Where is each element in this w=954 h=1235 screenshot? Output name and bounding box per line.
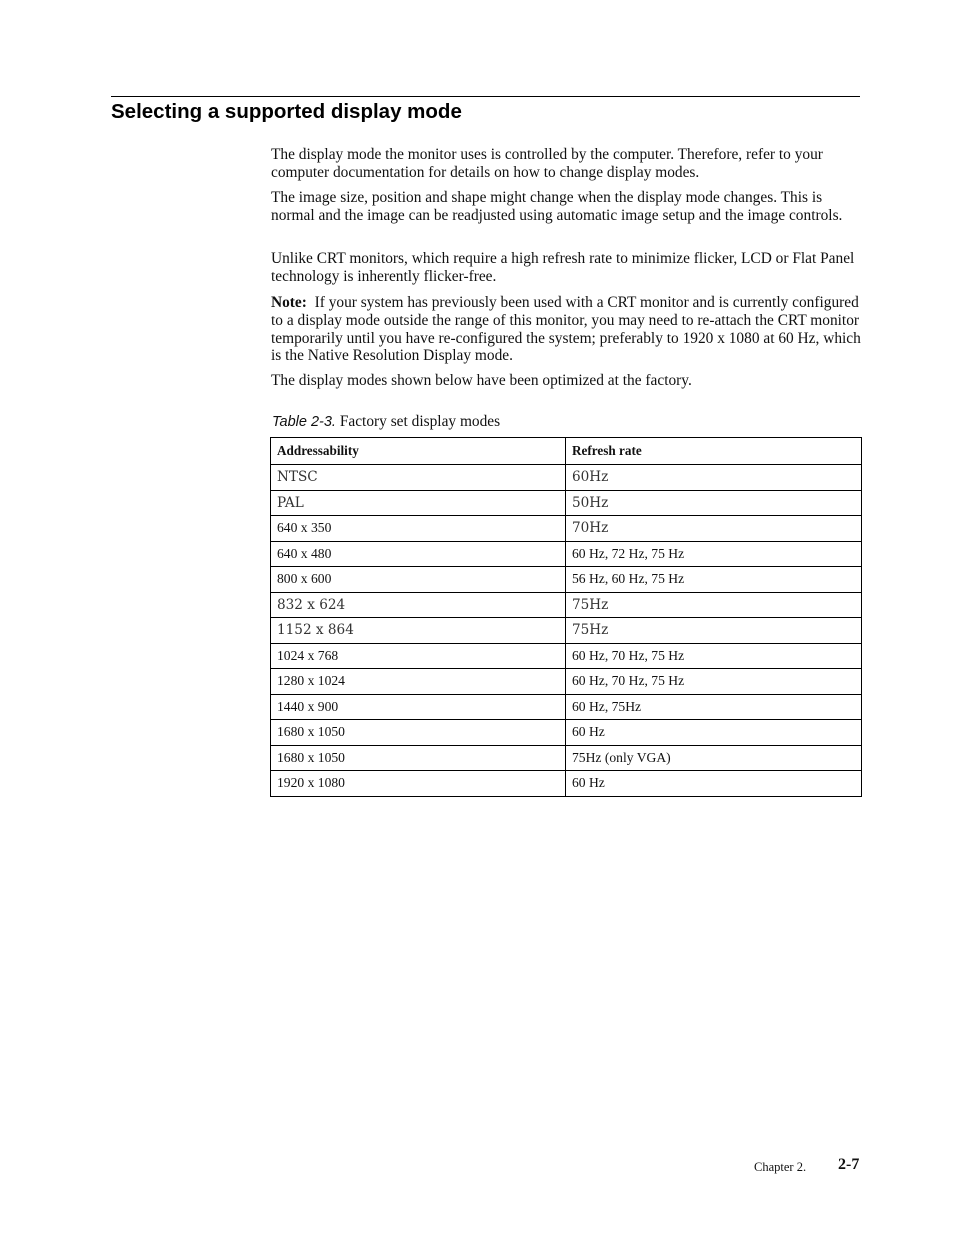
refresh-rate-cell: 60 Hz, 70 Hz, 75 Hz [566,643,862,669]
heading-rule [111,96,860,97]
addressability-cell: 1152 x 864 [271,618,566,644]
addressability-cell: 1680 x 1050 [271,720,566,746]
addressability-cell: 1024 x 768 [271,643,566,669]
table-caption-label: Table 2-3. [272,414,336,430]
refresh-rate-cell: 75Hz [566,592,862,618]
paragraph-factory-modes: The display modes shown below have been optimized at the factory. [271,372,692,389]
addressability-cell: NTSC [271,465,566,491]
footer-page-number: 2-7 [838,1156,860,1173]
table-row [271,490,862,516]
refresh-rate-cell: 70Hz [566,516,862,542]
note-text: If your system has previously been used with a CRT monitor and is currently configured to a display mode outside the range of this monitor, you may need to re-attach the CRT monitor temporarily until you have re-configured the system; preferably to 1920 x 1080 at 60 Hz, which is the Native Resolution Display mode. [271,294,861,365]
table-row [271,694,862,720]
addressability-cell: 832 x 624 [271,592,566,618]
refresh-rate-cell: 75Hz (only VGA) [566,745,862,771]
refresh-rate-cell: 50Hz [566,490,862,516]
refresh-rate-cell: 60 Hz, 75Hz [566,694,862,720]
addressability-cell: 1440 x 900 [271,694,566,720]
addressability-cell: 1920 x 1080 [271,771,566,797]
display-modes-table [270,437,862,797]
refresh-rate-cell: 60 Hz [566,720,862,746]
table-row [271,643,862,669]
table-row [271,516,862,542]
table-row [271,720,862,746]
paragraph-flicker-free: Unlike CRT monitors, which require a high refresh rate to minimize flicker, LCD or Flat Panel technology is inherently flicker-free. [271,250,855,285]
footer-chapter: Chapter 2. [754,1160,807,1174]
paragraph-display-mode-control: The display mode the monitor uses is controlled by the computer. Therefore, refer to your computer documentation for details on how to change display modes. [271,146,823,181]
addressability-cell: 640 x 480 [271,541,566,567]
addressability-cell: 640 x 350 [271,516,566,542]
section-heading: Selecting a supported display mode [111,100,462,123]
addressability-cell: 800 x 600 [271,567,566,593]
refresh-rate-cell: 56 Hz, 60 Hz, 75 Hz [566,567,862,593]
refresh-rate-cell: 60 Hz, 72 Hz, 75 Hz [566,541,862,567]
table-row [271,592,862,618]
paragraph-image-readjust: The image size, position and shape might change when the display mode changes. This is normal and the image can be readjusted using automatic image setup and the image controls. [271,189,843,224]
table-caption [272,413,500,431]
table-header-row [271,438,862,465]
addressability-cell: 1680 x 1050 [271,745,566,771]
addressability-cell: 1280 x 1024 [271,669,566,695]
refresh-rate-cell: 60 Hz [566,771,862,797]
addressability-cell: PAL [271,490,566,516]
refresh-rate-cell: 60 Hz, 70 Hz, 75 Hz [566,669,862,695]
header-refresh-rate: Refresh rate [566,438,862,465]
table-row [271,771,862,797]
table-row [271,618,862,644]
note-label: Note: [271,294,307,311]
note-paragraph [271,294,861,365]
table-row [271,541,862,567]
table-row [271,745,862,771]
refresh-rate-cell: 75Hz [566,618,862,644]
table-row [271,567,862,593]
refresh-rate-cell: 60Hz [566,465,862,491]
table-caption-text: Factory set display modes [339,413,501,430]
table-row [271,669,862,695]
table-row [271,465,862,491]
header-addressability: Addressability [271,438,566,465]
